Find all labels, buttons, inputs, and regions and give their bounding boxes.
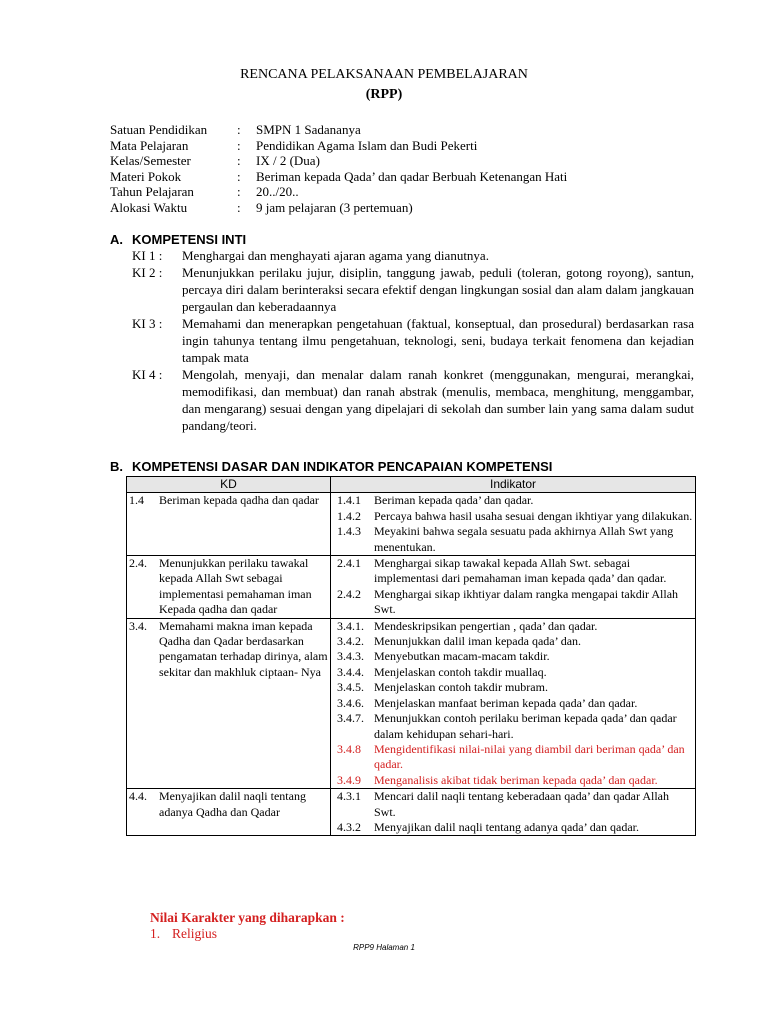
info-label: Tahun Pelajaran xyxy=(110,184,194,199)
info-colon: : xyxy=(237,184,241,199)
indicator-number: 3.4.7. xyxy=(337,711,364,726)
indicator-item xyxy=(333,711,693,742)
indicator-number: 2.4.2 xyxy=(337,586,361,601)
indicator-item xyxy=(333,634,693,649)
info-value: Beriman kepada Qada’ dan qadar Berbuah Ketenangan Hati xyxy=(256,168,568,184)
info-row xyxy=(110,138,567,154)
indicator-cell xyxy=(331,493,696,556)
info-row xyxy=(110,122,567,138)
ki-item xyxy=(132,247,694,264)
indicator-item xyxy=(333,619,693,634)
kd-cell xyxy=(127,556,331,619)
info-colon: : xyxy=(237,199,241,215)
indicator-number: 1.4.3 xyxy=(337,524,361,539)
indicator-cell xyxy=(331,556,696,619)
indicator-text: Menunjukkan contoh perilaku beriman kepada qada’ dan qadar dalam kehidupan sehari-hari. xyxy=(374,711,677,741)
table-row xyxy=(127,618,696,788)
indicator-number: 3.4.4. xyxy=(337,664,364,679)
indicator-cell xyxy=(331,789,696,836)
section-title: KOMPETENSI DASAR DAN INDIKATOR PENCAPAIAN KOMPETENSI xyxy=(132,459,553,474)
ki-text: Memahami dan menerapkan pengetahuan (faktual, konseptual, dan prosedural) berdasarkan rasa ingin tahunya tentang ilmu pengetahuan, teknologi, seni, budaya terkait fenomena dan kejadian tampak mata xyxy=(182,316,694,365)
indicator-text: Menghargai sikap ikhtiyar dalam rangka mengapai takdir Allah Swt. xyxy=(374,586,679,617)
kd-cell xyxy=(127,789,331,836)
section-a-heading xyxy=(110,232,246,247)
info-value: Pendidikan Agama Islam dan Budi Pekerti xyxy=(256,137,478,153)
indicator-text: Meyakini bahwa segala sesuatu pada akhirnya Allah Swt yang menentukan. xyxy=(374,524,674,554)
ki-text: Menghargai dan menghayati ajaran agama yang dianutnya. xyxy=(182,248,489,263)
indicator-item xyxy=(333,789,693,820)
ki-list xyxy=(132,247,694,434)
ki-text: Mengolah, menyaji, dan menalar dalam ranah konkret (menggunakan, mengurai, merangkai, memodifikasi, dan membuat) dan ranah abstrak (menulis, membaca, menghitung, menggambar, dan mengarang) sesuai dengan yang dipelajari di sekolah dan sumber lain yang sama dalam sudut pandang/teori. xyxy=(182,367,694,433)
info-row xyxy=(110,153,567,169)
item-number: 1. xyxy=(150,926,161,941)
kd-number: 3.4. xyxy=(129,618,147,633)
info-colon: : xyxy=(237,168,241,184)
indicator-number: 3.4.2. xyxy=(337,634,364,649)
indicator-item xyxy=(333,493,693,508)
indicator-item xyxy=(333,820,693,835)
info-row xyxy=(110,184,567,200)
indicator-number: 3.4.6. xyxy=(337,695,364,710)
indicator-item-highlighted xyxy=(333,742,693,773)
indicator-text: Mencari dalil naqli tentang keberadaan qada’ dan qadar Allah Swt. xyxy=(374,789,669,819)
indicator-text: Mengidentifikasi nilai-nilai yang diambil dari beriman qada’ dan qadar. xyxy=(374,741,685,772)
indicator-number: 4.3.2 xyxy=(337,819,361,834)
item-text: Religius xyxy=(172,926,218,941)
info-label: Mata Pelajaran xyxy=(110,137,189,153)
indicator-text: Menganalisis akibat tidak beriman kepada qada’ dan qadar. xyxy=(374,772,658,787)
kd-number: 4.4. xyxy=(129,789,147,804)
ki-label: KI 1 : xyxy=(132,248,163,263)
identity-block xyxy=(110,122,567,215)
indicator-item xyxy=(333,649,693,664)
ki-text: Menunjukkan perilaku jujur, disiplin, tanggung jawab, peduli (toleran, gotong royong), santun, percaya diri dalam berinteraksi secara efektif dengan lingkungan sosial dan alam dalam jangkauan pergaulan dan keberadaannya xyxy=(182,265,694,314)
indicator-number: 2.4.1 xyxy=(337,556,361,571)
indicator-cell xyxy=(331,618,696,788)
kd-text: Beriman kepada qadha dan qadar xyxy=(159,493,319,508)
info-colon: : xyxy=(237,122,241,137)
ki-item xyxy=(132,366,694,434)
info-value: 20../20.. xyxy=(256,184,299,199)
info-label: Satuan Pendidikan xyxy=(110,122,208,137)
column-header-kd: KD xyxy=(127,477,331,493)
indicator-number: 3.4.3. xyxy=(337,649,364,664)
indicator-number: 4.3.1 xyxy=(337,789,361,804)
info-colon: : xyxy=(237,153,241,168)
indicator-item xyxy=(333,524,693,555)
kd-indicator-table xyxy=(126,476,696,836)
indicator-item xyxy=(333,556,693,587)
table-header-row xyxy=(127,477,696,493)
info-label: Kelas/Semester xyxy=(110,153,191,168)
info-value: IX / 2 (Dua) xyxy=(256,153,320,168)
kd-text: Memahami makna iman kepada Qadha dan Qadar berdasarkan pengamatan terhadap dirinya, alam sekitar dan makhluk ciptaan- Nya xyxy=(159,618,328,679)
info-value: SMPN 1 Sadananya xyxy=(256,122,361,137)
info-colon: : xyxy=(237,137,241,153)
table-row xyxy=(127,556,696,619)
indicator-text: Menunjukkan dalil iman kepada qada’ dan. xyxy=(374,634,582,649)
kd-cell xyxy=(127,493,331,556)
indicator-text: Menjelaskan contoh takdir mubram. xyxy=(374,680,548,695)
ki-item xyxy=(132,264,694,315)
ki-label: KI 3 : xyxy=(132,316,163,331)
indicator-text: Percaya bahwa hasil usaha sesuai dengan ikhtiyar yang dilakukan. xyxy=(374,508,693,523)
info-label: Materi Pokok xyxy=(110,168,182,184)
kd-text: Menyajikan dalil naqli tentang adanya Qadha dan Qadar xyxy=(159,789,306,819)
info-row xyxy=(110,200,567,216)
document-subtitle: (RPP) xyxy=(365,87,403,102)
section-title: KOMPETENSI INTI xyxy=(132,232,247,247)
indicator-number: 3.4.1. xyxy=(337,618,364,633)
ki-item xyxy=(132,315,694,366)
kd-cell xyxy=(127,618,331,788)
indicator-number: 3.4.8 xyxy=(337,741,361,756)
indicator-item xyxy=(333,587,693,618)
indicator-item xyxy=(333,509,693,524)
info-row xyxy=(110,169,567,185)
kd-number: 2.4. xyxy=(129,556,147,571)
info-value: 9 jam pelajaran (3 pertemuan) xyxy=(256,199,413,215)
indicator-text: Menjelaskan contoh takdir muallaq. xyxy=(374,664,547,679)
indicator-text: Beriman kepada qada’ dan qadar. xyxy=(374,493,534,508)
kd-number: 1.4 xyxy=(129,493,144,508)
ki-label: KI 4 : xyxy=(132,367,163,382)
indicator-text: Menghargai sikap tawakal kepada Allah Swt. sebagai implementasi dari pemahaman iman kepada qada’ dan qadar. xyxy=(374,556,667,586)
page-footer: RPP9 Halaman 1 xyxy=(353,943,415,952)
table-row xyxy=(127,493,696,556)
indicator-text: Menyebutkan macam-macam takdir. xyxy=(374,649,550,664)
table-row xyxy=(127,789,696,836)
ki-label: KI 2 : xyxy=(132,265,163,280)
indicator-item xyxy=(333,665,693,680)
indicator-text: Mendeskripsikan pengertian , qada’ dan qadar. xyxy=(374,618,598,633)
indicator-text: Menjelaskan manfaat beriman kepada qada’ dan qadar. xyxy=(374,695,638,710)
column-header-indikator: Indikator xyxy=(331,477,696,493)
nilai-karakter-item xyxy=(150,926,217,942)
info-label: Alokasi Waktu xyxy=(110,199,188,215)
kd-text: Menunjukkan perilaku tawakal kepada Allah Swt sebagai implementasi pemahaman iman Kepada qadha dan qadar xyxy=(159,556,312,617)
indicator-item xyxy=(333,680,693,695)
indicator-number: 1.4.1 xyxy=(337,493,361,508)
section-letter: B. xyxy=(110,459,123,474)
indicator-number: 3.4.9 xyxy=(337,772,361,787)
indicator-item xyxy=(333,696,693,711)
indicator-item-highlighted xyxy=(333,773,693,788)
indicator-text: Menyajikan dalil naqli tentang adanya qada’ dan qadar. xyxy=(374,819,640,834)
document-title: RENCANA PELAKSANAAN PEMBELAJARAN xyxy=(240,67,528,82)
indicator-number: 3.4.5. xyxy=(337,680,364,695)
nilai-karakter-heading: Nilai Karakter yang diharapkan : xyxy=(150,910,345,925)
section-letter: A. xyxy=(110,232,123,247)
indicator-number: 1.4.2 xyxy=(337,508,361,523)
section-b-heading xyxy=(110,459,552,474)
